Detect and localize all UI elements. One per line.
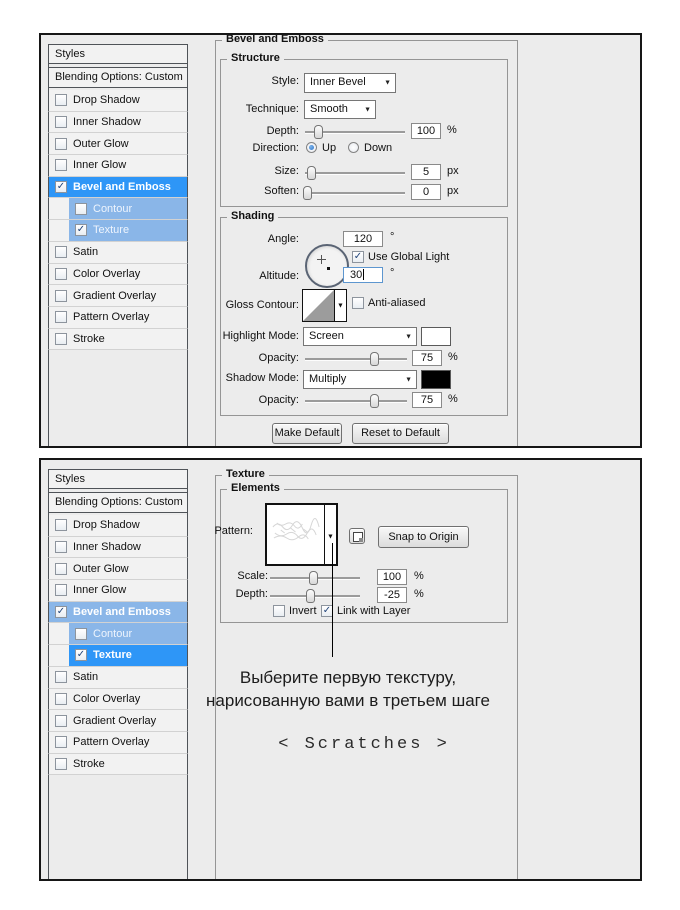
- checkbox-icon[interactable]: [55, 715, 67, 727]
- use-global-light-label: Use Global Light: [368, 251, 450, 263]
- size-slider-thumb[interactable]: [307, 166, 316, 180]
- checkbox-icon[interactable]: [55, 758, 67, 770]
- chevron-down-icon: ▼: [405, 376, 412, 383]
- pattern-label: Pattern:: [214, 525, 253, 537]
- make-default-button[interactable]: Make Default: [272, 423, 342, 444]
- checkbox-icon[interactable]: [55, 671, 67, 683]
- sidebar-item-label: Pattern Overlay: [73, 736, 150, 749]
- shadow-mode-dropdown[interactable]: [303, 370, 417, 389]
- highlight-opacity-slider[interactable]: [305, 358, 407, 360]
- sidebar-item-label: Drop Shadow: [73, 94, 140, 107]
- link-with-layer-checkbox[interactable]: ✓: [322, 605, 332, 616]
- scale-unit: %: [414, 570, 424, 582]
- sidebar-item-label: Stroke: [73, 757, 105, 770]
- invert-checkbox[interactable]: [273, 605, 285, 617]
- scale-slider[interactable]: [270, 577, 360, 579]
- checkbox-icon[interactable]: ✓: [56, 181, 66, 193]
- sidebar-item-outer-glow[interactable]: [48, 558, 188, 580]
- sidebar-item-label: Color Overlay: [73, 692, 141, 705]
- shadow-opacity-unit: %: [448, 393, 458, 405]
- sidebar-item-gradient-overlay[interactable]: [48, 285, 188, 307]
- checkbox-icon[interactable]: [55, 246, 67, 258]
- sidebar-item-contour[interactable]: [48, 198, 188, 220]
- sidebar-item-texture[interactable]: [48, 220, 188, 242]
- shadow-mode-value: Multiply: [309, 373, 347, 385]
- highlight-mode-label: Highlight Mode:: [222, 330, 299, 342]
- sidebar-item-stroke[interactable]: [48, 754, 188, 776]
- sidebar-item-label: Outer Glow: [73, 137, 129, 150]
- blending-options-header[interactable]: Blending Options: Custom: [48, 67, 188, 88]
- anti-aliased-checkbox[interactable]: [352, 297, 364, 309]
- angle-value[interactable]: 120: [343, 231, 383, 247]
- sidebar-item-bevel-and-emboss[interactable]: [48, 602, 188, 624]
- sidebar-item-label: Drop Shadow: [73, 519, 140, 532]
- sidebar-item-label: Inner Shadow: [73, 116, 141, 129]
- pattern-thumbnail: [267, 505, 324, 564]
- checkbox-icon[interactable]: [75, 628, 87, 640]
- checkbox-icon[interactable]: [55, 290, 67, 302]
- sidebar-item-gradient-overlay[interactable]: [48, 710, 188, 732]
- technique-label: Technique:: [245, 103, 299, 115]
- sidebar-item-bevel-and-emboss[interactable]: [48, 177, 188, 199]
- invert-label: Invert: [289, 605, 317, 617]
- depth-value[interactable]: -25: [377, 587, 407, 603]
- checkbox-icon[interactable]: [75, 203, 87, 215]
- sidebar-item-label: Inner Glow: [73, 584, 127, 597]
- checkbox-icon[interactable]: [55, 116, 67, 128]
- size-label: Size:: [274, 165, 299, 177]
- sidebar-item-label: Bevel and Emboss: [73, 606, 171, 619]
- chevron-down-icon: ▼: [384, 79, 391, 87]
- soften-unit: px: [447, 185, 459, 197]
- sidebar-item-label: Outer Glow: [73, 562, 129, 575]
- highlight-opacity-value[interactable]: 75: [412, 350, 442, 366]
- shadow-mode-label: Shadow Mode:: [225, 372, 299, 384]
- highlight-opacity-label: Opacity:: [258, 352, 299, 364]
- checkbox-icon[interactable]: [55, 541, 67, 553]
- pattern-dropdown[interactable]: [324, 505, 336, 564]
- direction-down-label: Down: [364, 142, 393, 154]
- styles-sidebar: [48, 44, 188, 446]
- annotation-text: [81, 666, 615, 712]
- altitude-value-text: 30: [350, 269, 363, 281]
- crosshair-icon: [321, 255, 322, 264]
- sidebar-item-inner-glow[interactable]: [48, 155, 188, 177]
- annotation-line-1: Выберите первую текстуру,: [239, 668, 457, 687]
- elements-legend: Elements: [227, 482, 284, 494]
- reset-to-default-button[interactable]: Reset to Default: [352, 423, 449, 444]
- highlight-opacity-unit: %: [448, 351, 458, 363]
- direction-up-label: Up: [322, 142, 337, 154]
- style-value: Inner Bevel: [310, 76, 366, 88]
- soften-label: Soften:: [264, 185, 299, 197]
- depth-slider[interactable]: [305, 131, 405, 133]
- bevel-emboss-dialog: [39, 33, 642, 448]
- style-label: Style:: [271, 75, 299, 87]
- depth-value[interactable]: 100: [411, 123, 441, 139]
- styles-header[interactable]: Styles: [48, 44, 188, 64]
- angle-unit: °: [390, 231, 395, 243]
- checkbox-icon[interactable]: [55, 584, 67, 596]
- sidebar-item-label: Satin: [73, 671, 99, 684]
- shadow-color-swatch[interactable]: [421, 370, 451, 389]
- highlight-opacity-thumb[interactable]: [370, 352, 379, 366]
- sidebar-item-contour[interactable]: [48, 623, 188, 645]
- structure-legend: Structure: [227, 52, 284, 64]
- checkbox-icon[interactable]: ✓: [76, 224, 86, 236]
- soften-value[interactable]: 0: [411, 184, 441, 200]
- shadow-opacity-thumb[interactable]: [370, 394, 379, 408]
- depth-slider[interactable]: [270, 595, 360, 597]
- checkbox-icon[interactable]: [55, 268, 67, 280]
- sidebar-item-label: Texture: [93, 224, 130, 237]
- scale-slider-thumb[interactable]: [309, 571, 318, 585]
- sidebar-item-inner-glow[interactable]: [48, 580, 188, 602]
- checkbox-icon[interactable]: [55, 693, 67, 705]
- checkbox-icon[interactable]: [55, 311, 67, 323]
- annotation-line-2: нарисованную вами в третьем шаге: [206, 691, 490, 710]
- text-cursor: [363, 269, 364, 280]
- snap-to-origin-button[interactable]: Snap to Origin: [378, 526, 469, 548]
- depth-slider-thumb[interactable]: [314, 125, 323, 139]
- size-slider[interactable]: [305, 172, 405, 174]
- angle-label: Angle:: [267, 233, 299, 245]
- gloss-contour-picker[interactable]: [302, 289, 347, 322]
- sidebar-item-satin[interactable]: [48, 242, 188, 264]
- scale-label: Scale:: [237, 570, 268, 582]
- blending-options-header[interactable]: Blending Options: Custom: [48, 492, 188, 513]
- size-unit: px: [447, 165, 459, 177]
- checkbox-icon[interactable]: [55, 333, 67, 345]
- technique-value: Smooth: [310, 103, 348, 115]
- depth-unit: %: [414, 588, 424, 600]
- sidebar-item-inner-shadow[interactable]: [48, 537, 188, 559]
- soften-slider-thumb[interactable]: [303, 186, 312, 200]
- sidebar-item-drop-shadow[interactable]: [48, 515, 188, 537]
- size-value[interactable]: 5: [411, 164, 441, 180]
- technique-dropdown[interactable]: [304, 100, 376, 119]
- depth-label: Depth:: [235, 588, 268, 600]
- altitude-label: Altitude:: [259, 270, 299, 282]
- gloss-contour-thumbnail: [303, 290, 334, 321]
- highlight-color-swatch[interactable]: [421, 327, 451, 346]
- direction-up-radio[interactable]: [306, 142, 317, 153]
- sidebar-item-label: Bevel and Emboss: [73, 181, 171, 194]
- chevron-down-icon: ▼: [405, 333, 412, 340]
- style-list: [48, 90, 188, 350]
- groupbox-title: Texture: [222, 468, 269, 480]
- checkbox-icon[interactable]: ✓: [56, 606, 66, 618]
- sidebar-item-label: Satin: [73, 246, 99, 259]
- checkbox-icon[interactable]: [55, 94, 67, 106]
- texture-dialog: [39, 458, 642, 881]
- depth-label: Depth:: [266, 125, 299, 137]
- use-global-light-checkbox[interactable]: ✓: [353, 251, 363, 262]
- sidebar-item-drop-shadow[interactable]: [48, 90, 188, 112]
- new-preset-button[interactable]: [349, 528, 365, 544]
- sidebar-item-color-overlay[interactable]: [48, 264, 188, 286]
- elements-fieldset: [220, 482, 508, 623]
- link-with-layer-label: Link with Layer: [337, 605, 411, 617]
- soften-slider[interactable]: [305, 192, 405, 194]
- depth-slider-thumb[interactable]: [306, 589, 315, 603]
- sidebar-item-texture[interactable]: [48, 645, 188, 667]
- altitude-unit: °: [390, 267, 395, 279]
- shading-legend: Shading: [227, 210, 278, 222]
- anti-aliased-label: Anti-aliased: [368, 297, 426, 309]
- shadow-opacity-slider[interactable]: [305, 400, 407, 402]
- sidebar-item-inner-shadow[interactable]: [48, 112, 188, 134]
- checkbox-icon[interactable]: ✓: [76, 649, 86, 661]
- sidebar-item-label: Texture: [93, 649, 132, 662]
- angle-dial-dot: [327, 267, 330, 270]
- styles-header[interactable]: Styles: [48, 469, 188, 489]
- new-preset-icon: [353, 532, 363, 542]
- scratches-label: < Scratches >: [278, 735, 450, 754]
- highlight-mode-value: Screen: [309, 330, 344, 342]
- sidebar-item-label: Inner Glow: [73, 159, 127, 172]
- depth-unit: %: [447, 124, 457, 136]
- altitude-value[interactable]: [343, 267, 383, 283]
- gloss-contour-label: Gloss Contour:: [225, 299, 299, 311]
- chevron-down-icon: ▼: [364, 106, 371, 113]
- sidebar-item-label: Color Overlay: [73, 267, 141, 280]
- chevron-down-icon: ▼: [327, 533, 334, 541]
- sidebar-item-stroke[interactable]: [48, 329, 188, 351]
- sidebar-item-outer-glow[interactable]: [48, 133, 188, 155]
- checkbox-icon[interactable]: [55, 736, 67, 748]
- chevron-down-icon: ▼: [337, 302, 344, 309]
- scale-value[interactable]: 100: [377, 569, 407, 585]
- highlight-mode-dropdown[interactable]: [303, 327, 417, 346]
- gloss-contour-dropdown[interactable]: [334, 290, 346, 321]
- callout-line: [332, 543, 333, 657]
- shadow-opacity-label: Opacity:: [258, 394, 299, 406]
- sidebar-item-label: Contour: [93, 627, 133, 640]
- sidebar-item-label: Gradient Overlay: [73, 289, 157, 302]
- checkbox-icon[interactable]: [55, 138, 67, 150]
- groupbox-title: Bevel and Emboss: [222, 33, 328, 45]
- direction-down-radio[interactable]: [348, 142, 359, 153]
- checkbox-icon[interactable]: [55, 159, 67, 171]
- shadow-opacity-value[interactable]: 75: [412, 392, 442, 408]
- sidebar-item-label: Pattern Overlay: [73, 311, 150, 324]
- sidebar-item-label: Stroke: [73, 332, 105, 345]
- checkbox-icon[interactable]: [55, 519, 67, 531]
- sidebar-item-label: Gradient Overlay: [73, 714, 157, 727]
- sidebar-item-label: Inner Shadow: [73, 541, 141, 554]
- pattern-picker[interactable]: [265, 503, 338, 566]
- checkbox-icon[interactable]: [55, 563, 67, 575]
- style-dropdown[interactable]: [304, 73, 396, 93]
- sidebar-item-label: Contour: [93, 202, 133, 215]
- sidebar-item-pattern-overlay[interactable]: [48, 307, 188, 329]
- direction-label: Direction:: [252, 142, 299, 154]
